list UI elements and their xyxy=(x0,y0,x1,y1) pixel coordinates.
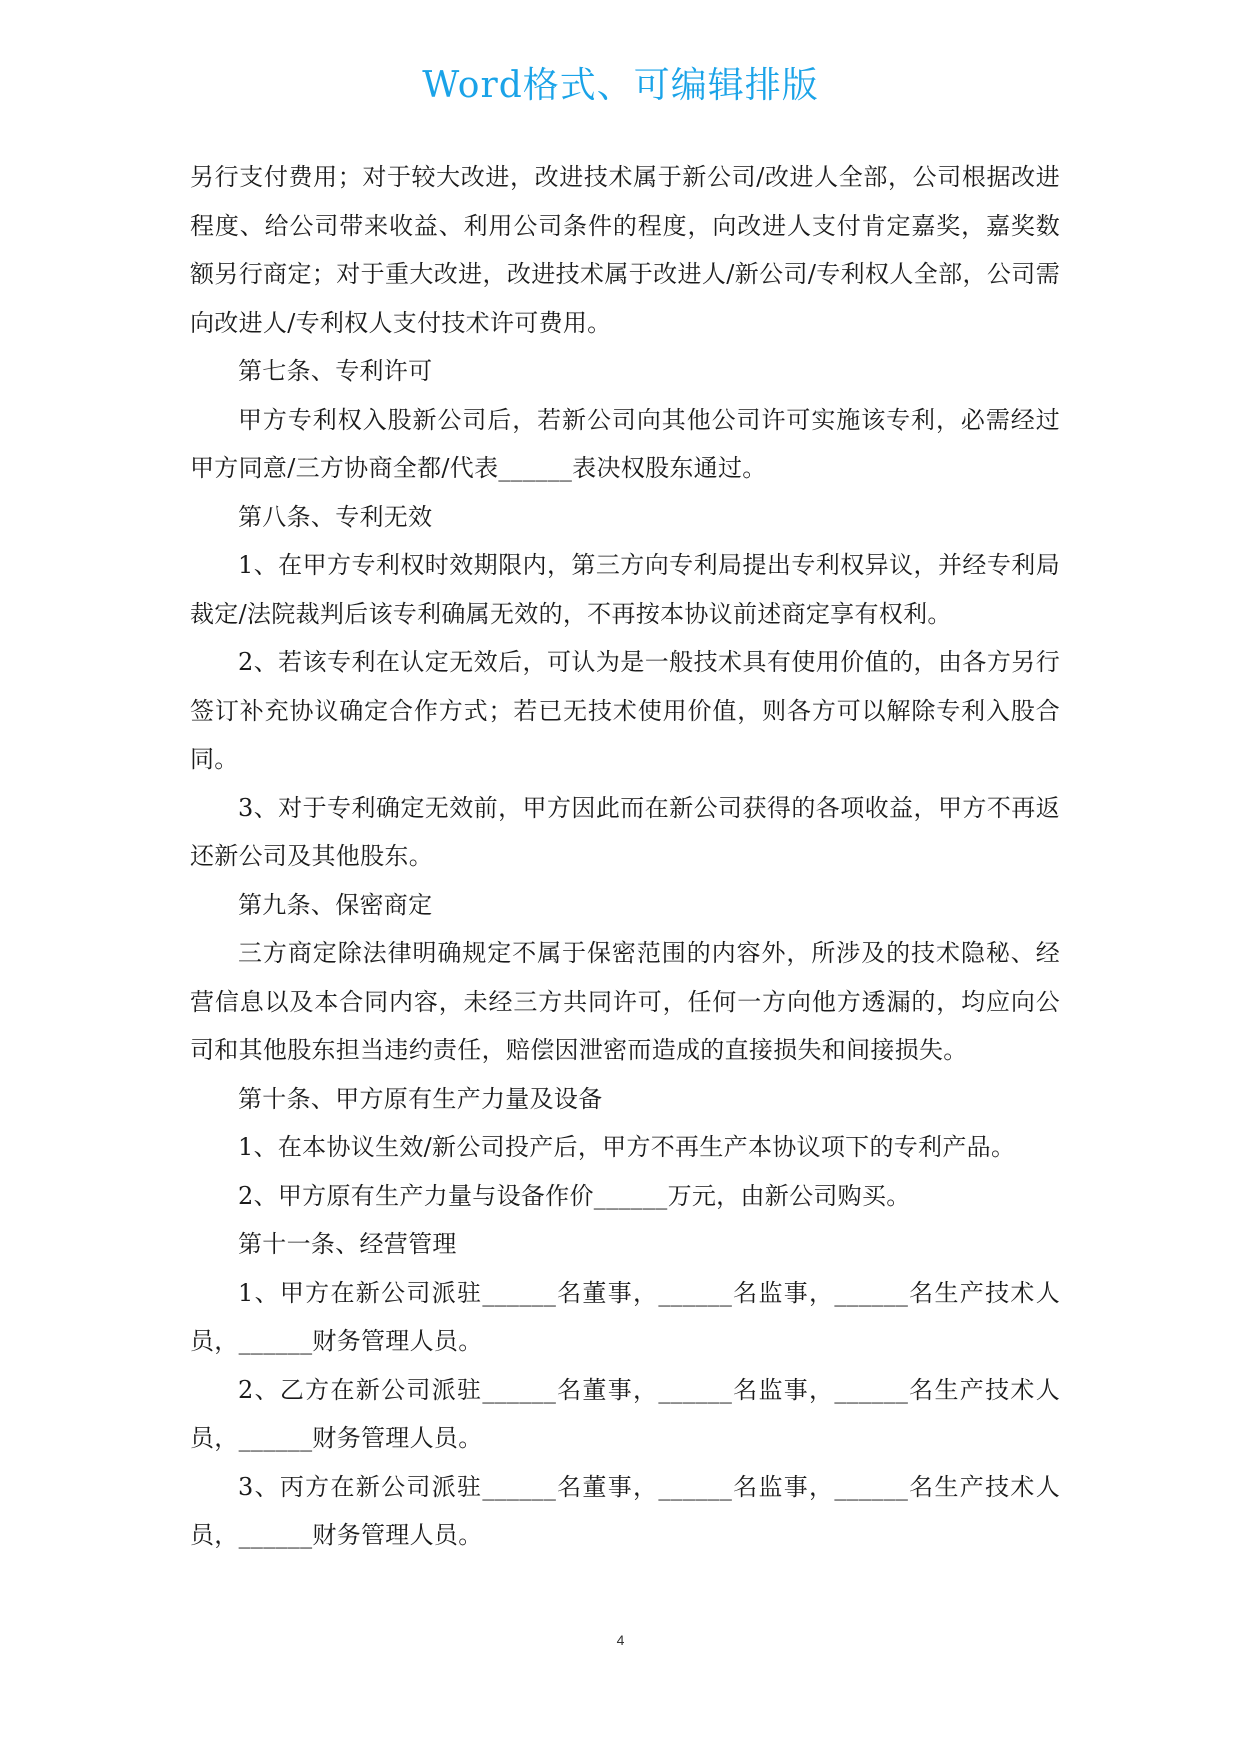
page-number: 4 xyxy=(616,1632,625,1648)
article-9-paragraph: 三方商定除法律明确规定不属于保密范围的内容外，所涉及的技术隐秘、经营信息以及本合同内容，未经三方共同许可，任何一方向他方透漏的，均应向公司和其他股东担当违约责任，赔偿因泄密而造成的直接损失和间接损失。 xyxy=(190,939,1060,1064)
paragraph-continuation: 另行支付费用；对于较大改进，改进技术属于新公司/改进人全部，公司根据改进程度、给公司带来收益、利用公司条件的程度，向改进人支付肯定嘉奖，嘉奖数额另行商定；对于重大改进，改进技术属于改进人/新公司/专利权人全部，公司需向改进人/专利权人支付技术许可费用。 xyxy=(190,163,1060,337)
article-7-heading: 第七条、专利许可 xyxy=(238,357,433,385)
article-10-heading: 第十条、甲方原有生产力量及设备 xyxy=(238,1084,603,1113)
article-10-item-2: 2、甲方原有生产力量与设备作价______万元，由新公司购买。 xyxy=(238,1181,911,1210)
article-8-heading: 第八条、专利无效 xyxy=(238,502,433,531)
article-11-item-1: 1、甲方在新公司派驻______名董事，______名监事，______名生产技术人员，______财务管理人员。 xyxy=(190,1278,1060,1355)
article-10-item-1: 1、在本协议生效/新公司投产后，甲方不再生产本协议项下的专利产品。 xyxy=(238,1133,1016,1161)
article-11-item-2: 2、乙方在新公司派驻______名董事，______名监事，______名生产技术人员，______财务管理人员。 xyxy=(190,1375,1060,1452)
document-body xyxy=(190,153,1060,1560)
article-9-heading: 第九条、保密商定 xyxy=(238,890,433,919)
article-8-item-3: 3、对于专利确定无效前，甲方因此而在新公司获得的各项收益，甲方不再返还新公司及其他股东。 xyxy=(190,793,1060,870)
article-7-paragraph: 甲方专利权入股新公司后，若新公司向其他公司许可实施该专利，必需经过甲方同意/三方协商全都/代表______表决权股东通过。 xyxy=(190,405,1060,482)
article-11-heading: 第十一条、经营管理 xyxy=(238,1230,457,1258)
article-11-item-3: 3、丙方在新公司派驻______名董事，______名监事，______名生产技术人员，______财务管理人员。 xyxy=(190,1472,1060,1549)
article-8-item-2: 2、若该专利在认定无效后，可认为是一般技术具有使用价值的，由各方另行签订补充协议确定合作方式；若已无技术使用价值，则各方可以解除专利入股合同。 xyxy=(190,648,1060,773)
page-header-title: Word格式、可编辑排版 xyxy=(422,65,819,106)
article-8-item-1: 1、在甲方专利权时效期限内，第三方向专利局提出专利权异议，并经专利局裁定/法院裁判后该专利确属无效的，不再按本协议前述商定享有权利。 xyxy=(190,551,1060,628)
